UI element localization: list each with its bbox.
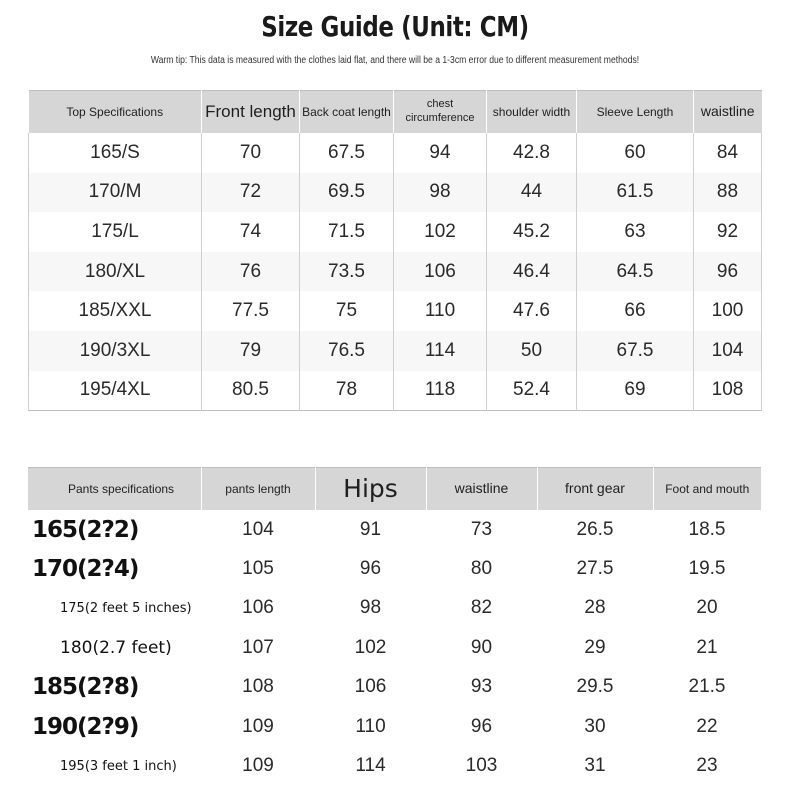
top-header-chest bbox=[394, 91, 487, 134]
top-header-sleeve-text: Sleeve Length bbox=[596, 104, 674, 119]
table-row bbox=[29, 291, 762, 331]
table-cell: 102 bbox=[354, 636, 387, 658]
table-cell: 180/XL bbox=[29, 252, 202, 292]
top-header-spec: Top Specifications bbox=[29, 91, 202, 134]
pants-header-foot-mouth bbox=[653, 468, 761, 511]
table-cell: 98 bbox=[359, 597, 382, 619]
table-cell: 96 bbox=[470, 715, 493, 737]
table-row bbox=[29, 331, 762, 371]
table-cell: 42.8 bbox=[487, 133, 577, 173]
pants-size-table bbox=[28, 467, 761, 786]
table-cell: 72 bbox=[202, 173, 300, 213]
table-row bbox=[29, 133, 762, 173]
table-cell: 93 bbox=[470, 676, 493, 698]
table-cell: 46.4 bbox=[487, 252, 577, 292]
table-cell: 70 bbox=[202, 133, 300, 173]
pants-header-length bbox=[201, 468, 315, 511]
table-cell: 74 bbox=[202, 212, 300, 252]
table-cell: 106 bbox=[394, 252, 487, 292]
table-cell: 63 bbox=[577, 212, 694, 252]
table-cell: 67.5 bbox=[577, 331, 694, 371]
top-header-shoulder-text: shoulder width bbox=[492, 104, 571, 119]
table-cell: 60 bbox=[577, 133, 694, 173]
top-header-shoulder bbox=[487, 91, 577, 134]
page-title: Size Guide (Unit: CM) bbox=[261, 10, 529, 43]
table-cell: 61.5 bbox=[577, 173, 694, 213]
table-cell: 96 bbox=[694, 252, 762, 292]
table-cell: 82 bbox=[470, 597, 493, 619]
table-cell: 110 bbox=[394, 291, 487, 331]
table-cell: 80 bbox=[470, 558, 493, 580]
table-row bbox=[28, 746, 761, 785]
table-cell: 19.5 bbox=[688, 558, 726, 580]
table-row bbox=[28, 510, 761, 549]
table-cell: 50 bbox=[487, 331, 577, 371]
table-cell: 108 bbox=[242, 676, 274, 698]
table-row bbox=[29, 252, 762, 292]
table-cell: 79 bbox=[202, 331, 300, 371]
table-cell: 165/S bbox=[29, 133, 202, 173]
pants-size-cell: 175(2 feet 5 inches) bbox=[60, 600, 192, 616]
pants-header-front-gear: front gear bbox=[537, 468, 653, 511]
table-cell: 76.5 bbox=[300, 331, 394, 371]
table-cell: 52.4 bbox=[487, 371, 577, 411]
table-cell: 105 bbox=[242, 558, 274, 580]
table-row bbox=[28, 707, 761, 746]
table-cell: 75 bbox=[300, 291, 394, 331]
table-cell: 92 bbox=[694, 212, 762, 252]
table-cell: 77.5 bbox=[202, 291, 300, 331]
table-cell: 96 bbox=[359, 558, 382, 580]
table-cell: 110 bbox=[355, 715, 386, 737]
table-cell: 47.6 bbox=[487, 291, 577, 331]
table-cell: 64.5 bbox=[577, 252, 694, 292]
top-size-table bbox=[28, 90, 762, 411]
table-cell: 29 bbox=[584, 636, 606, 658]
table-cell: 109 bbox=[242, 755, 274, 777]
table-cell: 185/XXL bbox=[29, 291, 202, 331]
table-row bbox=[28, 628, 761, 667]
table-row bbox=[29, 173, 762, 213]
table-cell: 31 bbox=[584, 755, 606, 777]
table-cell: 76 bbox=[202, 252, 300, 292]
top-header-chest-text: chest circumference bbox=[405, 98, 475, 124]
table-cell: 29.5 bbox=[576, 676, 614, 698]
table-row bbox=[29, 212, 762, 252]
table-cell: 98 bbox=[394, 173, 487, 213]
table-cell: 69.5 bbox=[300, 173, 394, 213]
table-cell: 23 bbox=[696, 755, 718, 777]
top-header-back-length: Back coat length bbox=[300, 91, 394, 134]
top-header-waistline: waistline bbox=[694, 91, 762, 134]
pants-size-cell: 180(2.7 feet) bbox=[60, 637, 172, 658]
table-cell: 73.5 bbox=[300, 252, 394, 292]
table-row bbox=[29, 371, 762, 411]
table-cell: 175/L bbox=[29, 212, 202, 252]
table-cell: 100 bbox=[694, 291, 762, 331]
pants-header-spec: Pants specifications bbox=[28, 468, 201, 511]
table-cell: 44 bbox=[487, 173, 577, 213]
table-cell: 114 bbox=[355, 755, 386, 777]
pants-header-row bbox=[28, 468, 761, 511]
table-row bbox=[28, 549, 761, 588]
pants-header-waistline: waistline bbox=[426, 468, 537, 511]
table-cell: 27.5 bbox=[576, 558, 614, 580]
pants-header-foot-mouth-text: Foot and mouth bbox=[665, 481, 750, 496]
pants-header-length-text: pants length bbox=[225, 481, 291, 496]
table-cell: 103 bbox=[465, 755, 498, 777]
table-cell: 190/3XL bbox=[29, 331, 202, 371]
table-cell: 90 bbox=[470, 636, 493, 658]
table-cell: 21.5 bbox=[688, 676, 726, 698]
table-cell: 45.2 bbox=[487, 212, 577, 252]
table-cell: 20 bbox=[696, 597, 718, 619]
table-cell: 73 bbox=[470, 518, 493, 540]
table-row bbox=[28, 589, 761, 628]
table-cell: 22 bbox=[696, 715, 718, 737]
pants-size-cell: 190(2?9) bbox=[32, 713, 139, 740]
table-cell: 30 bbox=[584, 715, 606, 737]
table-cell: 69 bbox=[577, 371, 694, 411]
table-cell: 80.5 bbox=[202, 371, 300, 411]
table-cell: 67.5 bbox=[300, 133, 394, 173]
table-cell: 102 bbox=[394, 212, 487, 252]
table-cell: 108 bbox=[694, 371, 762, 411]
table-cell: 118 bbox=[394, 371, 487, 411]
pants-size-cell: 165(2?2) bbox=[32, 516, 139, 543]
table-cell: 66 bbox=[577, 291, 694, 331]
table-cell: 26.5 bbox=[576, 518, 614, 540]
table-cell: 109 bbox=[242, 715, 274, 737]
table-cell: 170/M bbox=[29, 173, 202, 213]
table-cell: 94 bbox=[394, 133, 487, 173]
table-row bbox=[28, 668, 761, 707]
table-cell: 104 bbox=[694, 331, 762, 371]
table-cell: 114 bbox=[394, 331, 487, 371]
table-cell: 106 bbox=[354, 676, 387, 698]
table-cell: 78 bbox=[300, 371, 394, 411]
table-cell: 106 bbox=[242, 597, 274, 619]
top-header-sleeve bbox=[577, 91, 694, 134]
pants-size-cell: 195(3 feet 1 inch) bbox=[60, 758, 177, 774]
top-header-row bbox=[29, 91, 762, 134]
top-header-front-length: Front length bbox=[202, 91, 300, 134]
pants-size-cell: 170(2?4) bbox=[32, 556, 139, 583]
table-cell: 195/4XL bbox=[29, 371, 202, 411]
table-cell: 88 bbox=[694, 173, 762, 213]
warm-tip: Warm tip: This data is measured with the clothes laid flat, and there will be a 1-3cm error due to different measurement methods! bbox=[150, 55, 640, 66]
table-cell: 107 bbox=[242, 636, 274, 658]
pants-size-cell: 185(2?8) bbox=[32, 674, 139, 701]
table-cell: 104 bbox=[242, 518, 274, 540]
table-cell: 91 bbox=[359, 518, 382, 540]
table-cell: 18.5 bbox=[688, 518, 726, 540]
table-cell: 28 bbox=[584, 597, 606, 619]
pants-header-hips: Hips bbox=[315, 468, 426, 511]
table-cell: 21 bbox=[696, 636, 718, 658]
table-cell: 84 bbox=[694, 133, 762, 173]
table-cell: 71.5 bbox=[300, 212, 394, 252]
